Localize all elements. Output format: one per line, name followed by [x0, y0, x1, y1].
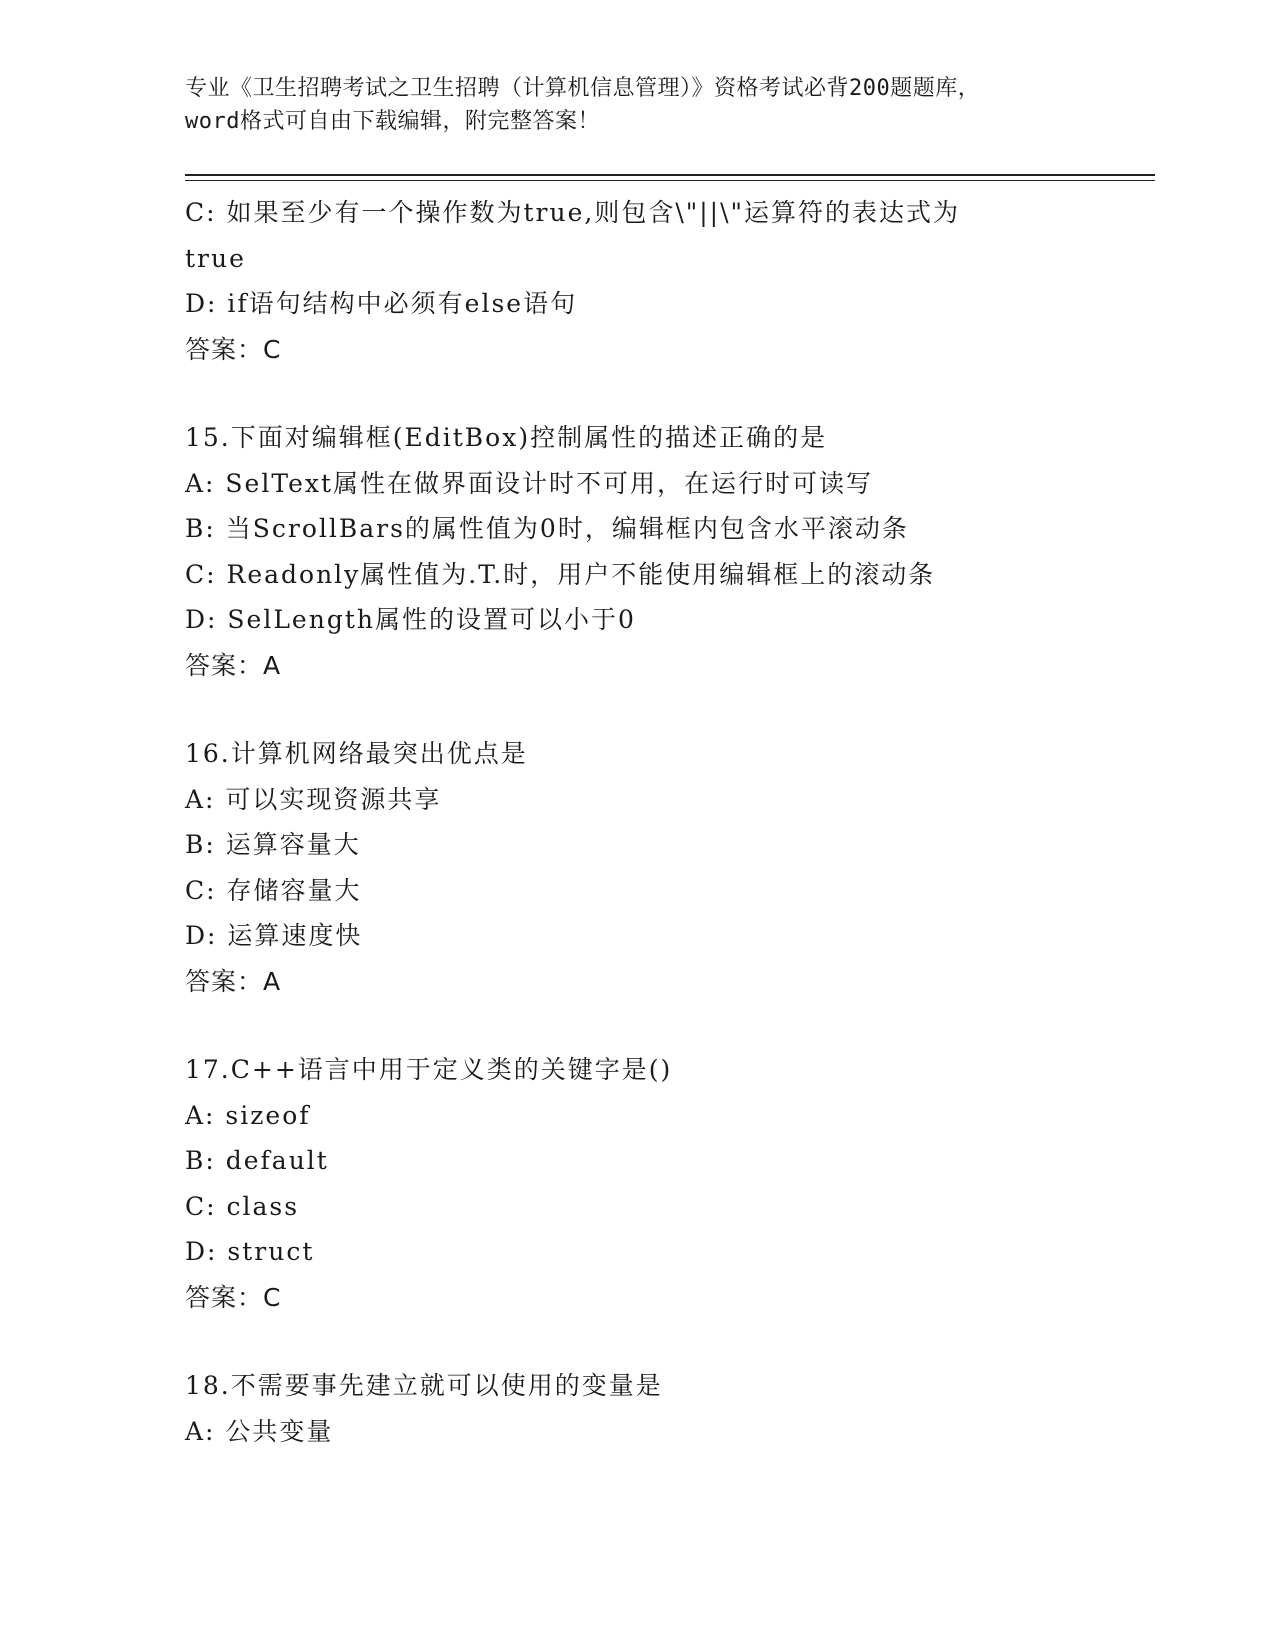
question-block-18 [185, 1363, 1145, 1454]
option-a: A: SelText属性在做界面设计时不可用，在运行时可读写 [185, 468, 874, 498]
answer-line: 答案：A [185, 650, 282, 680]
question-block-15 [185, 415, 1145, 688]
question-stem: 17.C++语言中用于定义类的关键字是() [185, 1055, 673, 1084]
option-c-continued: true [185, 243, 246, 273]
header-divider-thick [185, 174, 1155, 176]
spacer [185, 1004, 1145, 1047]
option-d: D: 运算速度快 [185, 921, 363, 950]
answer-line: 答案：C [185, 334, 282, 364]
spacer [185, 372, 1145, 415]
header-divider-thin [185, 180, 1155, 181]
option-d: D: SelLength属性的设置可以小于0 [185, 605, 636, 634]
document-header [185, 72, 1085, 138]
spacer [185, 1320, 1145, 1363]
question-stem: 16.计算机网络最突出优点是 [185, 739, 528, 768]
question-stem: 15.下面对编辑框(EditBox)控制属性的描述正确的是 [185, 423, 828, 452]
option-d: D: if语句结构中必须有else语句 [185, 289, 578, 318]
header-subtitle-line: word格式可自由下载编辑，附完整答案！ [185, 109, 600, 134]
question-list [185, 190, 1145, 1454]
answer-line: 答案：C [185, 1282, 282, 1312]
option-a: A: sizeof [185, 1100, 311, 1130]
option-a: A: 可以实现资源共享 [185, 784, 442, 814]
option-c: C: Readonly属性值为.T.时，用户不能使用编辑框上的滚动条 [185, 559, 936, 589]
question-stem: 18.不需要事先建立就可以使用的变量是 [185, 1371, 663, 1400]
option-b: B: 运算容量大 [185, 830, 361, 859]
spacer [185, 688, 1145, 731]
header-title-line: 专业《卫生招聘考试之卫生招聘（计算机信息管理）》资格考试必背200题题库， [185, 76, 981, 101]
option-d: D: struct [185, 1237, 315, 1266]
answer-line: 答案：A [185, 966, 282, 996]
question-block-16 [185, 731, 1145, 1004]
option-a: A: 公共变量 [185, 1416, 334, 1446]
option-c: C: 存储容量大 [185, 875, 362, 905]
question-block-carryover [185, 190, 1145, 372]
option-b: B: 当ScrollBars的属性值为0时，编辑框内包含水平滚动条 [185, 514, 909, 543]
option-c: C: 如果至少有一个操作数为true,则包含\"||\"运算符的表达式为 [185, 198, 961, 227]
option-c: C: class [185, 1191, 300, 1221]
question-block-17 [185, 1047, 1145, 1320]
option-b: B: default [185, 1146, 329, 1175]
